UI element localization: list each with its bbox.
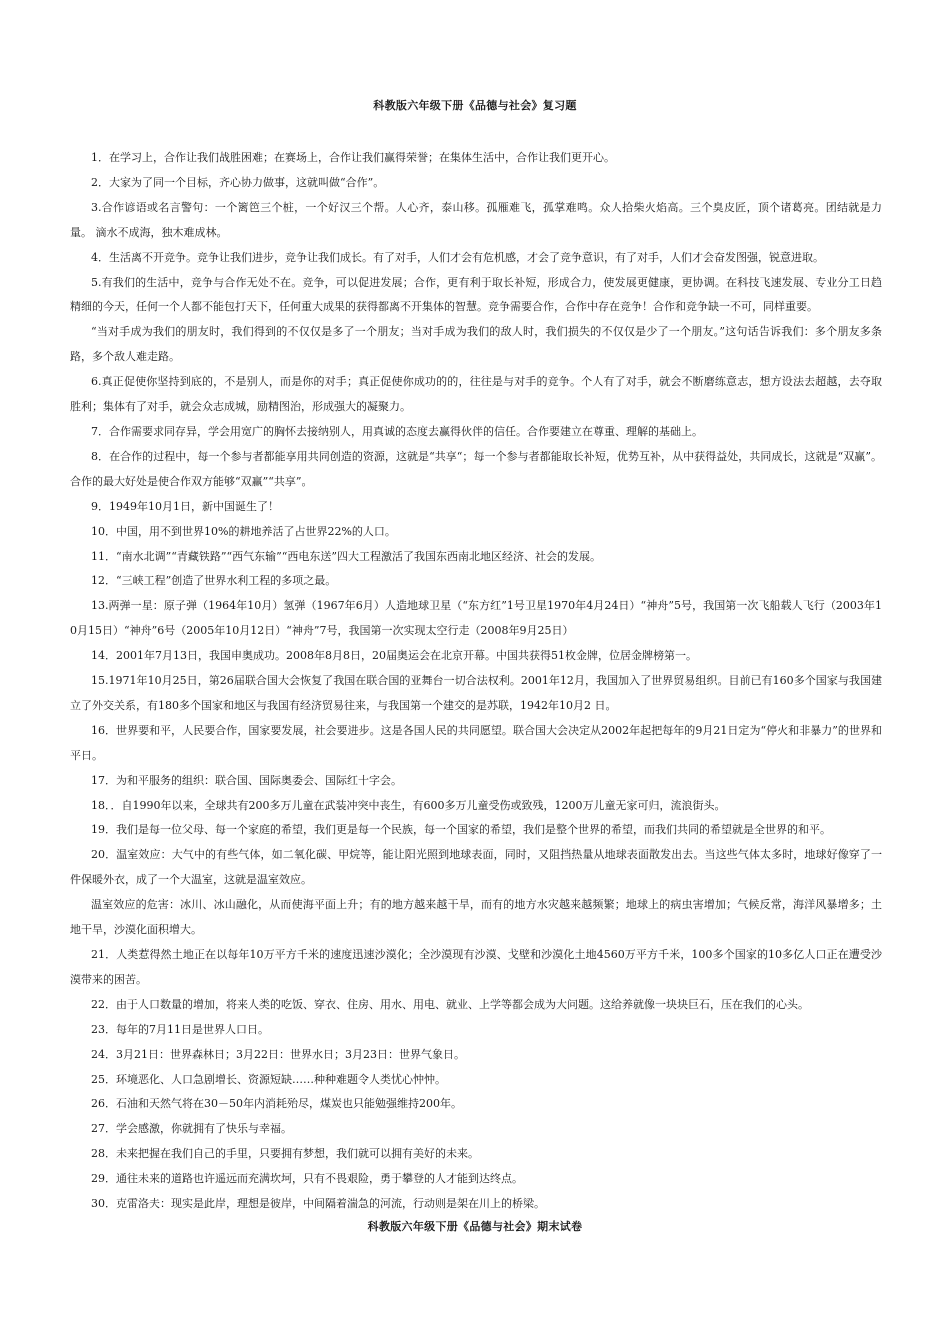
paragraph: 26．石油和天然气将在30－50年内消耗殆尽，煤炭也只能勉强维持200年。 xyxy=(91,1097,462,1111)
document-body xyxy=(70,146,882,1217)
exam-title: 科教版六年级下册《品德与社会》期末试卷 xyxy=(367,1220,583,1233)
paragraph: 16．世界要和平，人民要合作，国家要发展，社会要进步。这是各国人民的共同愿望。联合国大会决定从2002年起把每年的9月21日定为“停火和非暴力”的世界和平日。 xyxy=(70,723,882,762)
paragraph: 7．合作需要求同存异，学会用宽广的胸怀去接纳别人，用真诚的态度去赢得伙伴的信任。合作要建立在尊重、理解的基础上。 xyxy=(91,424,703,438)
paragraph: 11．“南水北调”“青藏铁路”“西气东输”“西电东送”四大工程激活了我国东西南北地区经济、社会的发展。 xyxy=(91,549,601,563)
paragraph: 14．2001年7月13日，我国申奥成功。2008年8月8日，20届奥运会在北京开幕。中国共获得51枚金牌，位居金牌榜第一。 xyxy=(91,649,697,663)
document-title: 科教版六年级下册《品德与社会》复习题 xyxy=(373,99,577,112)
paragraph: 25．环境恶化、人口急剧增长、资源短缺……种种难题令人类忧心忡忡。 xyxy=(91,1072,446,1086)
paragraph: 8．在合作的过程中，每一个参与者都能享用共同创造的资源，这就是“共享“；每一个参与者都能取长补短，优势互补，从中获得益处，共同成长，这就是“双赢”。合作的最大好处是使合作双方能够“双赢”“共享”。 xyxy=(70,449,882,488)
paragraph: 24．3月21日：世界森林日；3月22日：世界水日；3月23日：世界气象日。 xyxy=(91,1047,465,1061)
paragraph: 9．1949年10月1日，新中国诞生了！ xyxy=(91,499,279,513)
paragraph: 27．学会感激，你就拥有了快乐与幸福。 xyxy=(91,1122,292,1136)
paragraph: 18．．自1990年以来，全球共有200多万儿童在武装冲突中丧生，有600多万儿童受伤或致残，1200万儿童无家可归，流浪街头。 xyxy=(91,798,726,812)
paragraph: 6.真正促使你坚持到底的，不是别人，而是你的对手；真正促使你成功的的，往往是与对手的竞争。个人有了对手，就会不断磨练意志，想方设法去超越，去夺取胜利；集体有了对手，就会众志成城，励精图治，形成强大的凝聚力。 xyxy=(70,375,882,414)
paragraph: “当对手成为我们的朋友时，我们得到的不仅仅是多了一个朋友；当对手成为我们的敌人时，我们损失的不仅仅是少了一个朋友。”这句话告诉我们：多个朋友多条路，多个敌人难走路。 xyxy=(70,325,882,364)
paragraph: 23．每年的7月11日是世界人口日。 xyxy=(91,1022,269,1036)
paragraph: 13.两弹一星：原子弹（1964年10月）氢弹（1967年6月）人造地球卫星（“东方红”1号卫星1970年4月24日）“神舟”5号，我国第一次飞船载人飞行（2003年10月15日）“神舟”6号（2005年10月12日）“神舟”7号，我国第一次实现太空行走（2008年9月25日） xyxy=(70,599,882,638)
paragraph: 22．由于人口数量的增加，将来人类的吃饭、穿衣、住房、用水、用电、就业、上学等都会成为大问题。这给养就像一块块巨石，压在我们的心头。 xyxy=(91,997,809,1011)
paragraph: 21．人类惹得然土地正在以每年10万平方千米的速度迅速沙漠化；全沙漠现有沙漠、戈壁和沙漠化土地4560万平方千米，100多个国家的10多亿人口正在遭受沙漠带来的困苦。 xyxy=(70,948,882,986)
paragraph: 2．大家为了同一个目标，齐心协力做事，这就叫做“合作”。 xyxy=(91,175,385,189)
paragraph: 19．我们是每一位父母、每一个家庭的希望，我们更是每一个民族，每一个国家的希望，我们是整个世界的希望，而我们共同的希望就是全世界的和平。 xyxy=(91,823,831,837)
paragraph: 15.1971年10月25日，第26届联合国大会恢复了我国在联合国的亚舞台一切合法权利。2001年12月，我国加入了世界贸易组织。目前已有160多个国家与我国建立了外交关系，有180多个国家和地区与我国有经济贸易往来，与我国第一个建交的是苏联，1942年10月2 日。 xyxy=(70,674,882,712)
paragraph: 3.合作谚语或名言警句：一个篱笆三个桩，一个好汉三个帮。人心齐，泰山移。孤雁难飞，孤掌难鸣。众人拾柴火焰高。三个臭皮匠，顶个诸葛亮。团结就是力量。 滴水不成海，独木难成林。 xyxy=(70,200,882,239)
paragraph: 12．“三峡工程”创造了世界水利工程的多项之最。 xyxy=(91,574,337,588)
paragraph: 温室效应的危害：冰川、冰山融化，从而使海平面上升；有的地方越来越干旱，而有的地方水灾越来越频繁；地球上的病虫害增加；气候反常，海洋风暴增多；土地干旱，沙漠化面积增大。 xyxy=(70,898,882,937)
paragraph: 28．未来把握在我们自己的手里，只要拥有梦想，我们就可以拥有美好的未来。 xyxy=(91,1147,479,1161)
paragraph: 1．在学习上，合作让我们战胜困难；在赛场上，合作让我们赢得荣誉；在集体生活中，合作让我们更开心。 xyxy=(91,151,615,164)
paragraph: 5.有我们的生活中，竞争与合作无处不在。竞争，可以促进发展；合作，更有利于取长补短，形成合力，使发展更健康，更协调。在科技飞速发展、专业分工日趋精细的今天，任何一个人都不能包打天下，任何重大成果的获得都离不开集体的智慧。竞争需要合作，合作中存在竞争！合作和竞争缺一不可，同样重要。 xyxy=(70,275,882,314)
paragraph: 4．生活离不开竞争。竞争让我们进步，竞争让我们成长。有了对手，人们才会有危机感，才会了竞争意识，有了对手，人们才会奋发图强，锐意进取。 xyxy=(91,250,824,264)
paragraph: 29．通往未来的道路也许遥远而充满坎坷，只有不畏艰险，勇于攀登的人才能到达终点。 xyxy=(91,1172,523,1186)
paragraph: 20．温室效应：大气中的有些气体，如二氧化碳、甲烷等，能让阳光照到地球表面，同时，又阻挡热量从地球表面散发出去。当这些气体太多时，地球好像穿了一件保暖外衣，成了一个大温室，这就是温室效应。 xyxy=(70,848,882,887)
paragraph: 30．克雷洛夫：现实是此岸，理想是彼岸，中间隔着湍急的河流，行动则是架在川上的桥梁。 xyxy=(91,1197,545,1211)
paragraph: 17．为和平服务的组织：联合国、国际奥委会、国际红十字会。 xyxy=(91,773,402,787)
paragraph: 10．中国，用不到世界10%的耕地养活了占世界22%的人口。 xyxy=(91,524,396,538)
